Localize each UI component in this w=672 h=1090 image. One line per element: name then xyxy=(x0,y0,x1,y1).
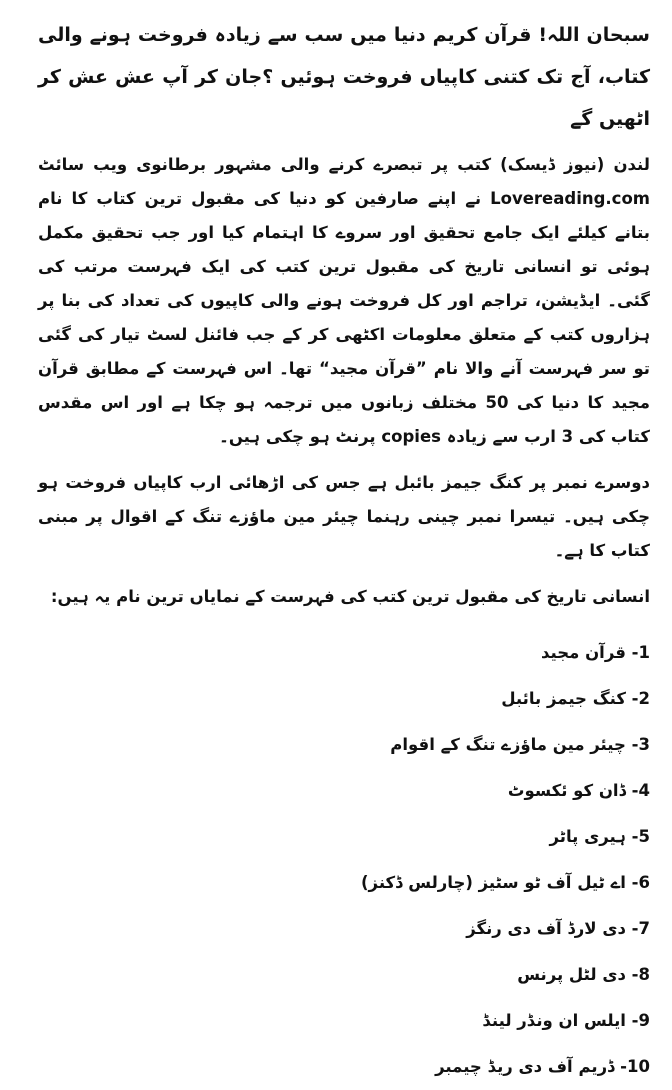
article-paragraph-1: لندن (نیوز ڈیسک) کتب پر تبصرے کرنے والی مشہور برطانوی ویب سائٹ Lovereading.com نے اپنے صارفین کو دنیا کی مقبول ترین کتاب کا نام بتانے کیلئے ایک جامع تحقیق اور سروے کا اہتمام کیا اور جب تحقیق مکمل ہوئی تو انسانی تاریخ کی مقبول ترین کتب کی ایک فہرست مرتب کی گئی۔ ایڈیشن، تراجم اور کل فروخت ہونے والی کاپیوں کی تعداد کی بنا پر ہزاروں کتب کے متعلق معلومات اکٹھی کر کے جب فائنل لسٹ تیار کی گئی تو سر فہرست آنے والا نام ”قرآن مجید“ تھا۔ اس فہرست کے مطابق قرآن مجید کا دنیا کی 50 مختلف زبانوں میں ترجمہ ہو چکا ہے اور اس مقدس کتاب کی 3 ارب سے زیادہ copies پرنٹ ہو چکی ہیں۔ xyxy=(38,155,651,446)
book-list-item: 9- ایلس ان ونڈر لینڈ xyxy=(482,1011,650,1030)
book-list-item: 2- کنگ جیمز بائبل xyxy=(501,689,650,708)
article-paragraph-2: دوسرے نمبر پر کنگ جیمز بائبل ہے جس کی اڑھائی ارب کاپیاں فروخت ہو چکی ہیں۔ تیسرا نمبر چینی رہنما چیئر مین ماؤزے تنگ کے اقوال پر مبنی کتاب کا ہے۔ xyxy=(38,473,650,560)
book-list-item: 4- ڈان کو ئکسوٹ xyxy=(507,781,650,800)
book-list-item: 1- قرآن مجید xyxy=(540,643,650,662)
book-list-item: 10- ڈریم آف دی ریڈ چیمبر xyxy=(435,1057,650,1076)
book-list-item: 8- دی لٹل پرنس xyxy=(517,965,650,984)
book-list xyxy=(38,630,650,1090)
article-headline: سبحان اللہ! قرآن کریم دنیا میں سب سے زیادہ فروخت ہونے والی کتاب، آج تک کتنی کاپیاں فروخت ہوئیں ؟جان کر آپ عش عش کر اٹھیں گے xyxy=(38,24,650,130)
book-list-item: 5- ہیری پاٹر xyxy=(549,827,650,846)
book-list-item: 3- چیئر مین ماؤزے تنگ کے اقوام xyxy=(390,735,650,754)
book-list-item: 6- اے ٹیل آف ٹو سٹیز (چارلس ڈکنز) xyxy=(361,873,650,892)
book-list-item: 7- دی لارڈ آف دی رنگز xyxy=(466,919,650,938)
list-intro: انسانی تاریخ کی مقبول ترین کتب کی فہرست کے نمایاں ترین نام یہ ہیں: xyxy=(50,587,650,606)
